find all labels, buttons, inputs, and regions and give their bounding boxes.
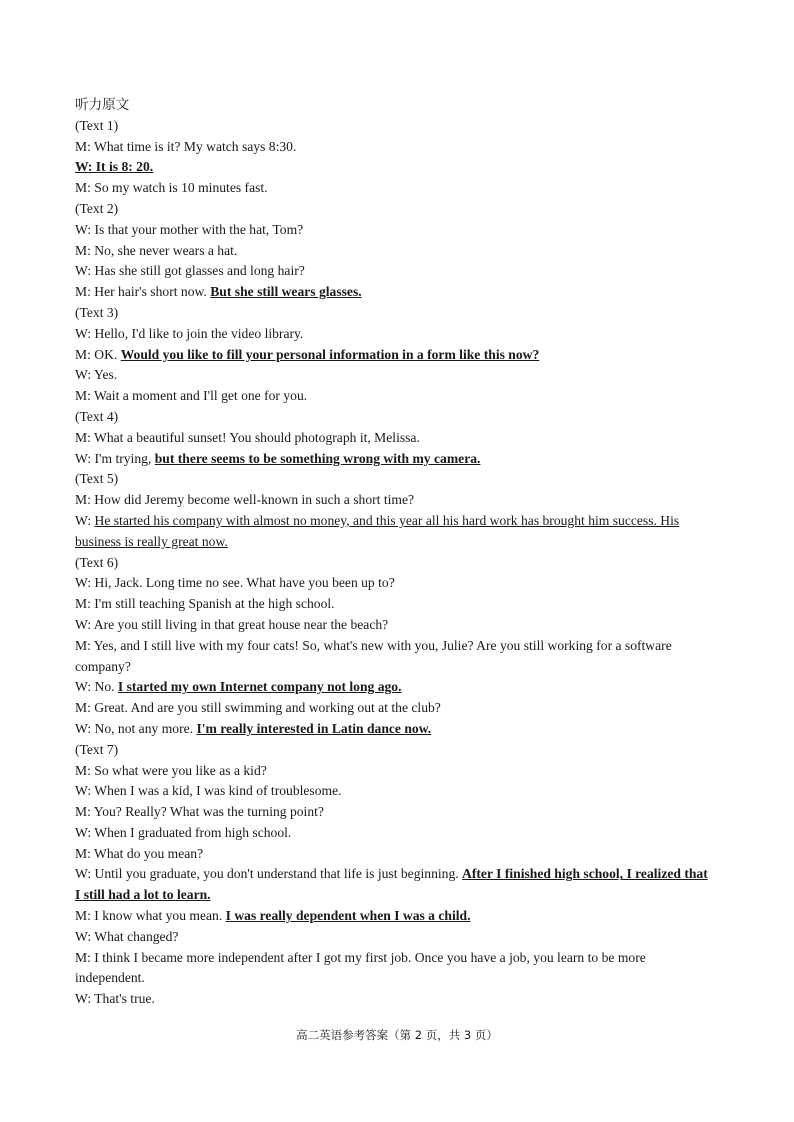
- transcript-line: [75, 303, 715, 324]
- transcript-line: [75, 137, 715, 158]
- transcript-line: [75, 261, 715, 282]
- line-text: (Text 2): [75, 200, 119, 216]
- line-text: (Text 5): [75, 471, 119, 487]
- transcript-line: [75, 282, 715, 303]
- line-text: M: So my watch is 10 minutes fast.: [75, 180, 268, 196]
- line-text: W: When I graduated from high school.: [75, 824, 292, 840]
- line-text: M: OK.: [75, 346, 121, 362]
- answer-highlight: I'm really interested in Latin dance now.: [196, 720, 432, 736]
- line-text: W:: [75, 512, 95, 528]
- line-text: M: I know what you mean.: [75, 908, 226, 924]
- line-text: W: Until you graduate, you don't understand that life is just beginning.: [75, 866, 463, 882]
- line-text: M: Wait a moment and I'll get one for you.: [75, 388, 308, 404]
- line-text: M: What a beautiful sunset! You should photograph it, Melissa.: [75, 429, 420, 445]
- transcript-line: [75, 761, 715, 782]
- line-text: M: How did Jeremy become well-known in such a short time?: [75, 492, 415, 508]
- transcript-line: [75, 469, 715, 490]
- answer-highlight: But she still wears glasses.: [210, 284, 362, 300]
- transcript-line: [75, 989, 715, 1010]
- transcript-line: [75, 241, 715, 262]
- line-text: M: Her hair's short now.: [75, 284, 211, 300]
- line-text: M: What time is it? My watch says 8:30.: [75, 138, 297, 154]
- answer-highlight: After I finished high school, I realized that I still had a lot to learn.: [75, 866, 708, 903]
- line-text: M: I'm still teaching Spanish at the high school.: [75, 596, 335, 612]
- transcript-line: [75, 490, 715, 511]
- line-text: M: Great. And are you still swimming and working out at the club?: [75, 700, 441, 716]
- line-text: W: Hi, Jack. Long time no see. What have you been up to?: [75, 575, 395, 591]
- line-text: M: So what were you like as a kid?: [75, 762, 267, 778]
- transcript-line: [75, 386, 715, 407]
- line-text: W: Yes.: [75, 367, 118, 383]
- line-text: M: What do you mean?: [75, 845, 204, 861]
- transcript-line: [75, 178, 715, 199]
- answer-highlight: I started my own Internet company not long ago.: [117, 679, 402, 695]
- transcript-line: [75, 220, 715, 241]
- transcript-line: [75, 844, 715, 865]
- line-text: (Text 7): [75, 741, 119, 757]
- line-text: W: Has she still got glasses and long hair?: [75, 263, 305, 279]
- line-text: M: No, she never wears a hat.: [75, 242, 238, 258]
- line-text: M: I think I became more independent after I got my first job. Once you have a job, you learn to be more independent.: [75, 949, 646, 986]
- line-text: W: That's true.: [75, 991, 155, 1007]
- answer-highlight: but there seems to be something wrong with my camera.: [154, 450, 481, 466]
- transcript-line: [75, 157, 715, 178]
- transcript-line: [75, 199, 715, 220]
- line-text: (Text 4): [75, 408, 119, 424]
- line-text: W: I'm trying,: [75, 450, 155, 466]
- transcript-body: [75, 95, 715, 1010]
- answer-highlight: He started his company with almost no money, and this year all his hard work has brought him success. His business is really great now.: [75, 512, 680, 549]
- line-text: (Text 6): [75, 554, 119, 570]
- transcript-line: [75, 636, 715, 678]
- transcript-line: [75, 116, 715, 137]
- transcript-line: [75, 573, 715, 594]
- transcript-line: [75, 511, 715, 553]
- line-text: (Text 3): [75, 304, 119, 320]
- transcript-line: [75, 864, 715, 906]
- transcript-lines: [75, 116, 715, 1010]
- transcript-line: [75, 615, 715, 636]
- transcript-line: [75, 428, 715, 449]
- transcript-line: [75, 449, 715, 470]
- transcript-line: [75, 553, 715, 574]
- transcript-line: [75, 802, 715, 823]
- line-text: (Text 1): [75, 117, 119, 133]
- transcript-line: [75, 345, 715, 366]
- transcript-line: [75, 781, 715, 802]
- answer-highlight: I was really dependent when I was a child.: [225, 908, 471, 924]
- transcript-line: [75, 823, 715, 844]
- line-text: W: No.: [75, 679, 118, 695]
- answer-highlight: W: It is 8: 20.: [75, 159, 154, 175]
- line-text: M: Yes, and I still live with my four cats! So, what's new with you, Julie? Are you still working for a software company?: [75, 637, 672, 674]
- line-text: W: What changed?: [75, 928, 179, 944]
- line-text: W: Is that your mother with the hat, Tom?: [75, 221, 304, 237]
- transcript-line: [75, 594, 715, 615]
- transcript-line: [75, 927, 715, 948]
- line-text: W: Hello, I'd like to join the video library.: [75, 325, 304, 341]
- answer-highlight: Would you like to fill your personal information in a form like this now?: [120, 346, 540, 362]
- transcript-line: [75, 906, 715, 927]
- transcript-line: [75, 719, 715, 740]
- line-text: M: You? Really? What was the turning point?: [75, 804, 324, 820]
- transcript-line: [75, 365, 715, 386]
- transcript-line: [75, 698, 715, 719]
- transcript-heading: 听力原文: [75, 97, 130, 113]
- transcript-line: [75, 677, 715, 698]
- transcript-line: [75, 407, 715, 428]
- transcript-line: [75, 324, 715, 345]
- transcript-line: [75, 740, 715, 761]
- line-text: W: Are you still living in that great house near the beach?: [75, 616, 389, 632]
- line-text: W: No, not any more.: [75, 720, 197, 736]
- transcript-line: [75, 948, 715, 990]
- page-footer: 高二英语参考答案（第 2 页，共 3 页）: [296, 1028, 498, 1042]
- line-text: W: When I was a kid, I was kind of troublesome.: [75, 783, 342, 799]
